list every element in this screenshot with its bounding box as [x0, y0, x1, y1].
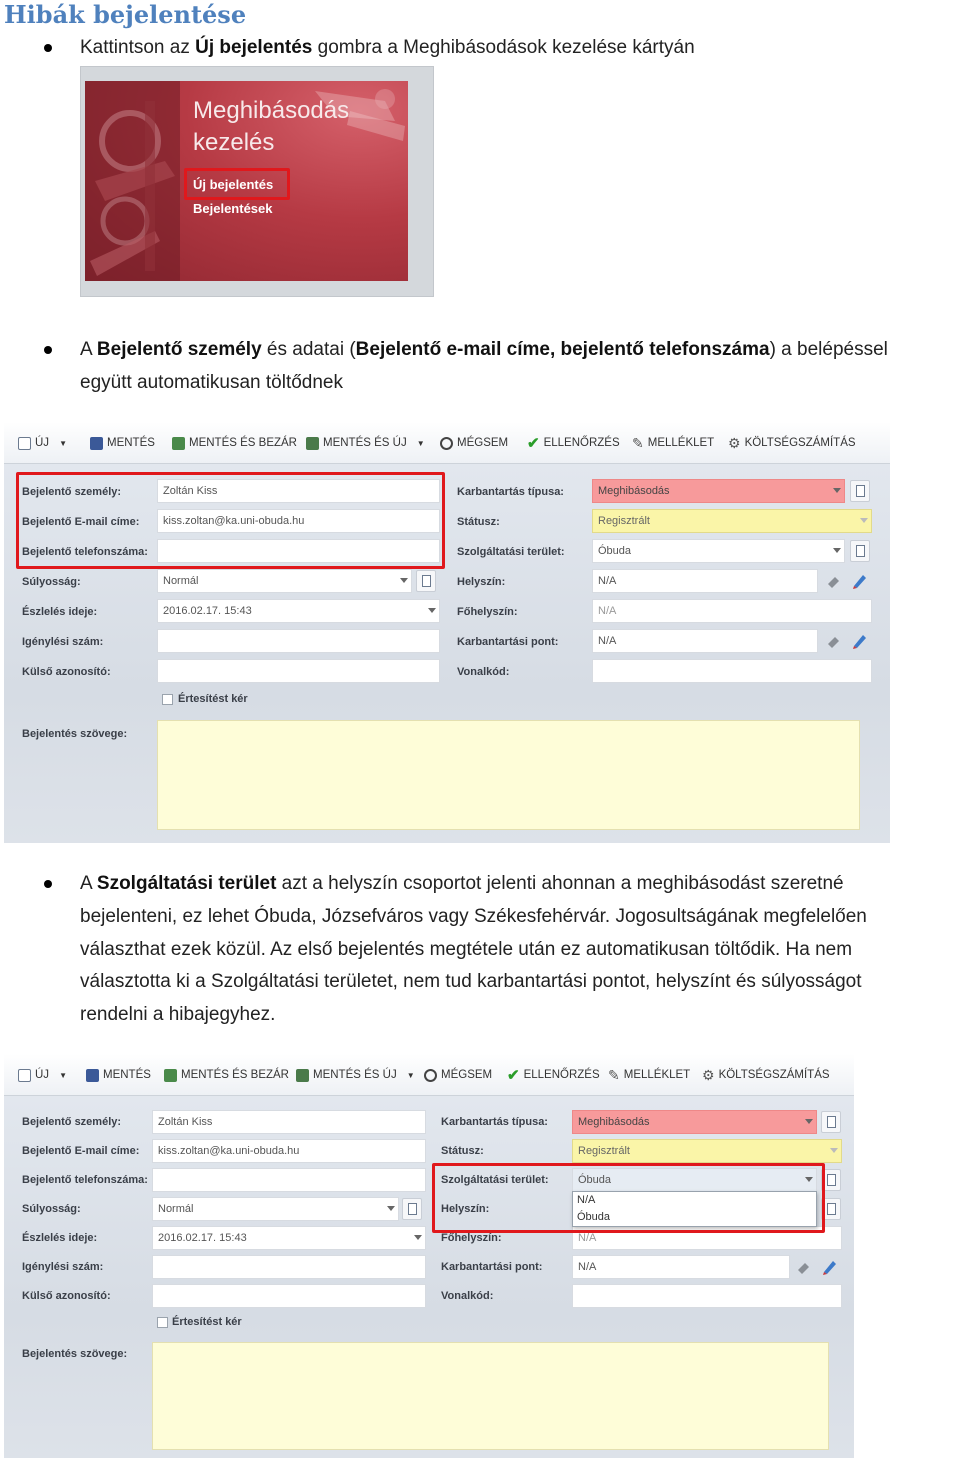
- chevron-down-icon: [833, 488, 841, 493]
- floppy-icon: [90, 437, 103, 450]
- severity-details-button[interactable]: [402, 1198, 422, 1220]
- maint-type-select[interactable]: Meghibásodás: [572, 1110, 817, 1134]
- document-icon: [827, 1203, 836, 1215]
- request-no-field[interactable]: [152, 1255, 426, 1279]
- maint-type-details-button[interactable]: [850, 480, 870, 502]
- chevron-down-icon: ▼: [59, 1070, 67, 1080]
- report-text-area[interactable]: [152, 1342, 829, 1450]
- external-id-label: Külső azonosító:: [22, 666, 111, 678]
- barcode-label: Vonalkód:: [457, 666, 510, 678]
- external-id-label: Külső azonosító:: [22, 1290, 111, 1302]
- pencil-icon[interactable]: [850, 631, 870, 651]
- check-button[interactable]: ✔ ELLENŐRZÉS: [527, 435, 620, 452]
- document-icon: [422, 575, 431, 587]
- text-label: Bejelentés szövege:: [22, 728, 128, 740]
- phone-label: Bejelentő telefonszáma:: [22, 1174, 148, 1186]
- paperclip-icon: ✎: [632, 434, 644, 451]
- bullet1-text: Kattintson az Új bejelentés gombra a Meghibásodások kezelése kártyán: [80, 37, 695, 58]
- maint-type-details-button[interactable]: [821, 1111, 841, 1133]
- new-button[interactable]: ÚJ ▼: [18, 1054, 67, 1096]
- page-heading: Hibák bejelentése: [4, 0, 247, 29]
- status-label: Státusz:: [457, 516, 500, 528]
- email-field[interactable]: kiss.zoltan@ka.uni-obuda.hu: [157, 509, 440, 533]
- checkmark-icon: ✔: [507, 1067, 520, 1084]
- location-label: Helyszín:: [441, 1203, 490, 1215]
- service-area-select[interactable]: Óbuda: [572, 1168, 817, 1192]
- check-button[interactable]: ✔ ELLENŐRZÉS: [507, 1067, 600, 1084]
- eraser-icon[interactable]: [824, 631, 844, 651]
- text-label: Bejelentés szövege:: [22, 1348, 128, 1360]
- detected-datetime-field[interactable]: 2016.02.17. 15:43: [152, 1226, 426, 1250]
- severity-label: Súlyosság:: [22, 576, 81, 588]
- email-label: Bejelentő E-mail címe:: [22, 516, 140, 528]
- tile-title-line1: Meghibásodás: [193, 97, 350, 124]
- costing-button[interactable]: ⚙ KÖLTSÉGSZÁMÍTÁS: [728, 434, 856, 451]
- reporter-label: Bejelentő személy:: [22, 1116, 122, 1128]
- cancel-button[interactable]: MÉGSEM: [440, 422, 508, 464]
- severity-details-button[interactable]: [416, 570, 436, 592]
- reporter-field[interactable]: Zoltán Kiss: [157, 479, 440, 503]
- cancel-icon: [440, 437, 453, 450]
- highlight-box: [432, 1163, 825, 1233]
- cancel-button[interactable]: MÉGSEM: [424, 1054, 492, 1096]
- reporter-label: Bejelentő személy:: [22, 486, 122, 498]
- report-text-area[interactable]: [157, 720, 860, 830]
- maint-point-label: Karbantartási pont:: [441, 1261, 543, 1273]
- email-label: Bejelentő E-mail címe:: [22, 1145, 140, 1157]
- maint-point-field[interactable]: N/A: [572, 1255, 790, 1279]
- highlight-box: [184, 168, 290, 200]
- toolbar: [4, 422, 890, 464]
- severity-label: Súlyosság:: [22, 1203, 81, 1215]
- notify-label: Értesítést kér: [172, 1316, 242, 1328]
- chevron-down-icon: ▼: [416, 438, 425, 448]
- barcode-field[interactable]: [592, 659, 872, 683]
- maint-type-label: Karbantartás típusa:: [441, 1116, 548, 1128]
- barcode-label: Vonalkód:: [441, 1290, 494, 1302]
- notify-label: Értesítést kér: [178, 693, 248, 705]
- paperclip-icon: ✎: [608, 1066, 620, 1083]
- save-new-button[interactable]: MENTÉS ÉS ÚJ ▼: [296, 1054, 415, 1096]
- toolbar: [4, 1054, 854, 1096]
- attachment-button[interactable]: ✎ MELLÉKLET: [632, 434, 715, 451]
- save-new-icon: [306, 437, 319, 450]
- external-id-field[interactable]: [157, 659, 440, 683]
- new-button[interactable]: ÚJ ▼: [18, 422, 67, 464]
- barcode-field[interactable]: [572, 1284, 842, 1308]
- reports-link[interactable]: Bejelentések: [193, 201, 273, 216]
- service-area-select[interactable]: Óbuda: [592, 539, 845, 563]
- phone-field[interactable]: [152, 1168, 426, 1192]
- detected-datetime-field[interactable]: 2016.02.17. 15:43: [157, 599, 440, 623]
- checkmark-icon: ✔: [527, 435, 540, 452]
- highlight-box: [16, 472, 445, 569]
- chevron-down-icon: [428, 608, 436, 613]
- costing-icon: ⚙: [728, 434, 741, 451]
- chevron-down-icon: [833, 548, 841, 553]
- reporter-field[interactable]: Zoltán Kiss: [152, 1110, 426, 1134]
- chevron-down-icon: [400, 578, 408, 583]
- chevron-down-icon: ▼: [406, 1070, 415, 1080]
- severity-select[interactable]: Normál: [157, 569, 412, 593]
- costing-icon: ⚙: [702, 1066, 715, 1083]
- email-field[interactable]: kiss.zoltan@ka.uni-obuda.hu: [152, 1139, 426, 1163]
- maint-point-field[interactable]: N/A: [592, 629, 818, 653]
- save-button[interactable]: MENTÉS: [90, 422, 155, 464]
- fault-management-tile: [80, 66, 434, 297]
- phone-label: Bejelentő telefonszáma:: [22, 546, 148, 558]
- attachment-button[interactable]: ✎ MELLÉKLET: [608, 1066, 691, 1083]
- chevron-down-icon: [414, 1235, 422, 1240]
- bullet-dot: [44, 346, 52, 354]
- detected-label: Észlelés ideje:: [22, 606, 98, 618]
- report-form-screenshot-2: [4, 1054, 854, 1458]
- chevron-down-icon: [387, 1206, 395, 1211]
- save-new-icon: [296, 1069, 309, 1082]
- cancel-icon: [424, 1069, 437, 1082]
- main-location-label: Főhelyszín:: [441, 1232, 502, 1244]
- main-location-field[interactable]: N/A: [592, 599, 872, 623]
- maint-point-label: Karbantartási pont:: [457, 636, 559, 648]
- save-close-button[interactable]: MENTÉS ÉS BEZÁR: [172, 422, 297, 464]
- floppy-icon: [86, 1069, 99, 1082]
- pencil-icon[interactable]: [820, 1257, 840, 1277]
- chevron-down-icon: [830, 1148, 838, 1153]
- save-close-icon: [164, 1069, 177, 1082]
- status-select[interactable]: Regisztrált: [592, 509, 872, 533]
- location-field[interactable]: N/A: [592, 569, 818, 593]
- detected-label: Észlelés ideje:: [22, 1232, 98, 1244]
- bullet3-text: A Szolgáltatási terület azt a helyszín csoportot jelenti ahonnan a meghibásodást szeretné bejelenteni, ez lehet Óbuda, Józsefváros vagy Székesfehérvár. Jogosultságának megfelelően választhat ezek közül. Az első bejelentés megtétele után ez automatikusan töltődik. Ha nem választotta ki a Szolgáltatási területet, nem tud karbantartási pontot, helyszínt és súlyosságot rendelni a hibajegyhez.: [80, 873, 867, 1026]
- save-button[interactable]: MENTÉS: [86, 1054, 151, 1096]
- new-doc-icon: [18, 1069, 31, 1082]
- request-no-label: Igénylési szám:: [22, 1261, 104, 1273]
- tile-title-line2: kezelés: [193, 129, 275, 156]
- service-area-label: Szolgáltatási terület:: [441, 1174, 549, 1186]
- notify-checkbox[interactable]: [162, 694, 173, 705]
- main-location-label: Főhelyszín:: [457, 606, 518, 618]
- location-label: Helyszín:: [457, 576, 506, 588]
- eraser-icon[interactable]: [824, 571, 844, 591]
- service-area-label: Szolgáltatási terület:: [457, 546, 565, 558]
- maint-type-label: Karbantartás típusa:: [457, 486, 564, 498]
- document-icon: [856, 545, 865, 557]
- chevron-down-icon: ▼: [59, 438, 67, 448]
- document-icon: [827, 1116, 836, 1128]
- external-id-field[interactable]: [152, 1284, 426, 1308]
- status-label: Státusz:: [441, 1145, 484, 1157]
- save-close-icon: [172, 437, 185, 450]
- costing-button[interactable]: ⚙ KÖLTSÉGSZÁMÍTÁS: [702, 1066, 830, 1083]
- pencil-icon[interactable]: [850, 571, 870, 591]
- service-area-details-button[interactable]: [850, 540, 870, 562]
- document-icon: [408, 1203, 417, 1215]
- status-select[interactable]: Regisztrált: [572, 1139, 842, 1163]
- report-form-screenshot-1: [4, 422, 890, 843]
- dropdown-option[interactable]: Óbuda: [577, 1211, 611, 1223]
- notify-checkbox[interactable]: [157, 1317, 168, 1328]
- main-location-field[interactable]: N/A: [572, 1226, 842, 1250]
- bullet-dot: [44, 44, 52, 52]
- maint-type-select[interactable]: Meghibásodás: [592, 479, 845, 503]
- save-new-button[interactable]: MENTÉS ÉS ÚJ ▼: [306, 422, 425, 464]
- chevron-down-icon: [805, 1119, 813, 1124]
- new-report-link[interactable]: Új bejelentés: [193, 177, 274, 192]
- severity-select[interactable]: Normál: [152, 1197, 399, 1221]
- request-no-field[interactable]: [157, 629, 440, 653]
- bullet-dot: [44, 880, 52, 888]
- bullet2-text: A Bejelentő személy és adatai (Bejelentő e-mail címe, bejelentő telefonszáma) a belépéssel együtt automatikusan töltődnek: [80, 339, 888, 393]
- save-close-button[interactable]: MENTÉS ÉS BEZÁR: [164, 1054, 289, 1096]
- new-doc-icon: [18, 437, 31, 450]
- dropdown-option[interactable]: N/A: [577, 1194, 596, 1206]
- request-no-label: Igénylési szám:: [22, 636, 104, 648]
- document-icon: [856, 485, 865, 497]
- chevron-down-icon: [860, 518, 868, 523]
- eraser-icon[interactable]: [794, 1257, 814, 1277]
- document-icon: [827, 1174, 836, 1186]
